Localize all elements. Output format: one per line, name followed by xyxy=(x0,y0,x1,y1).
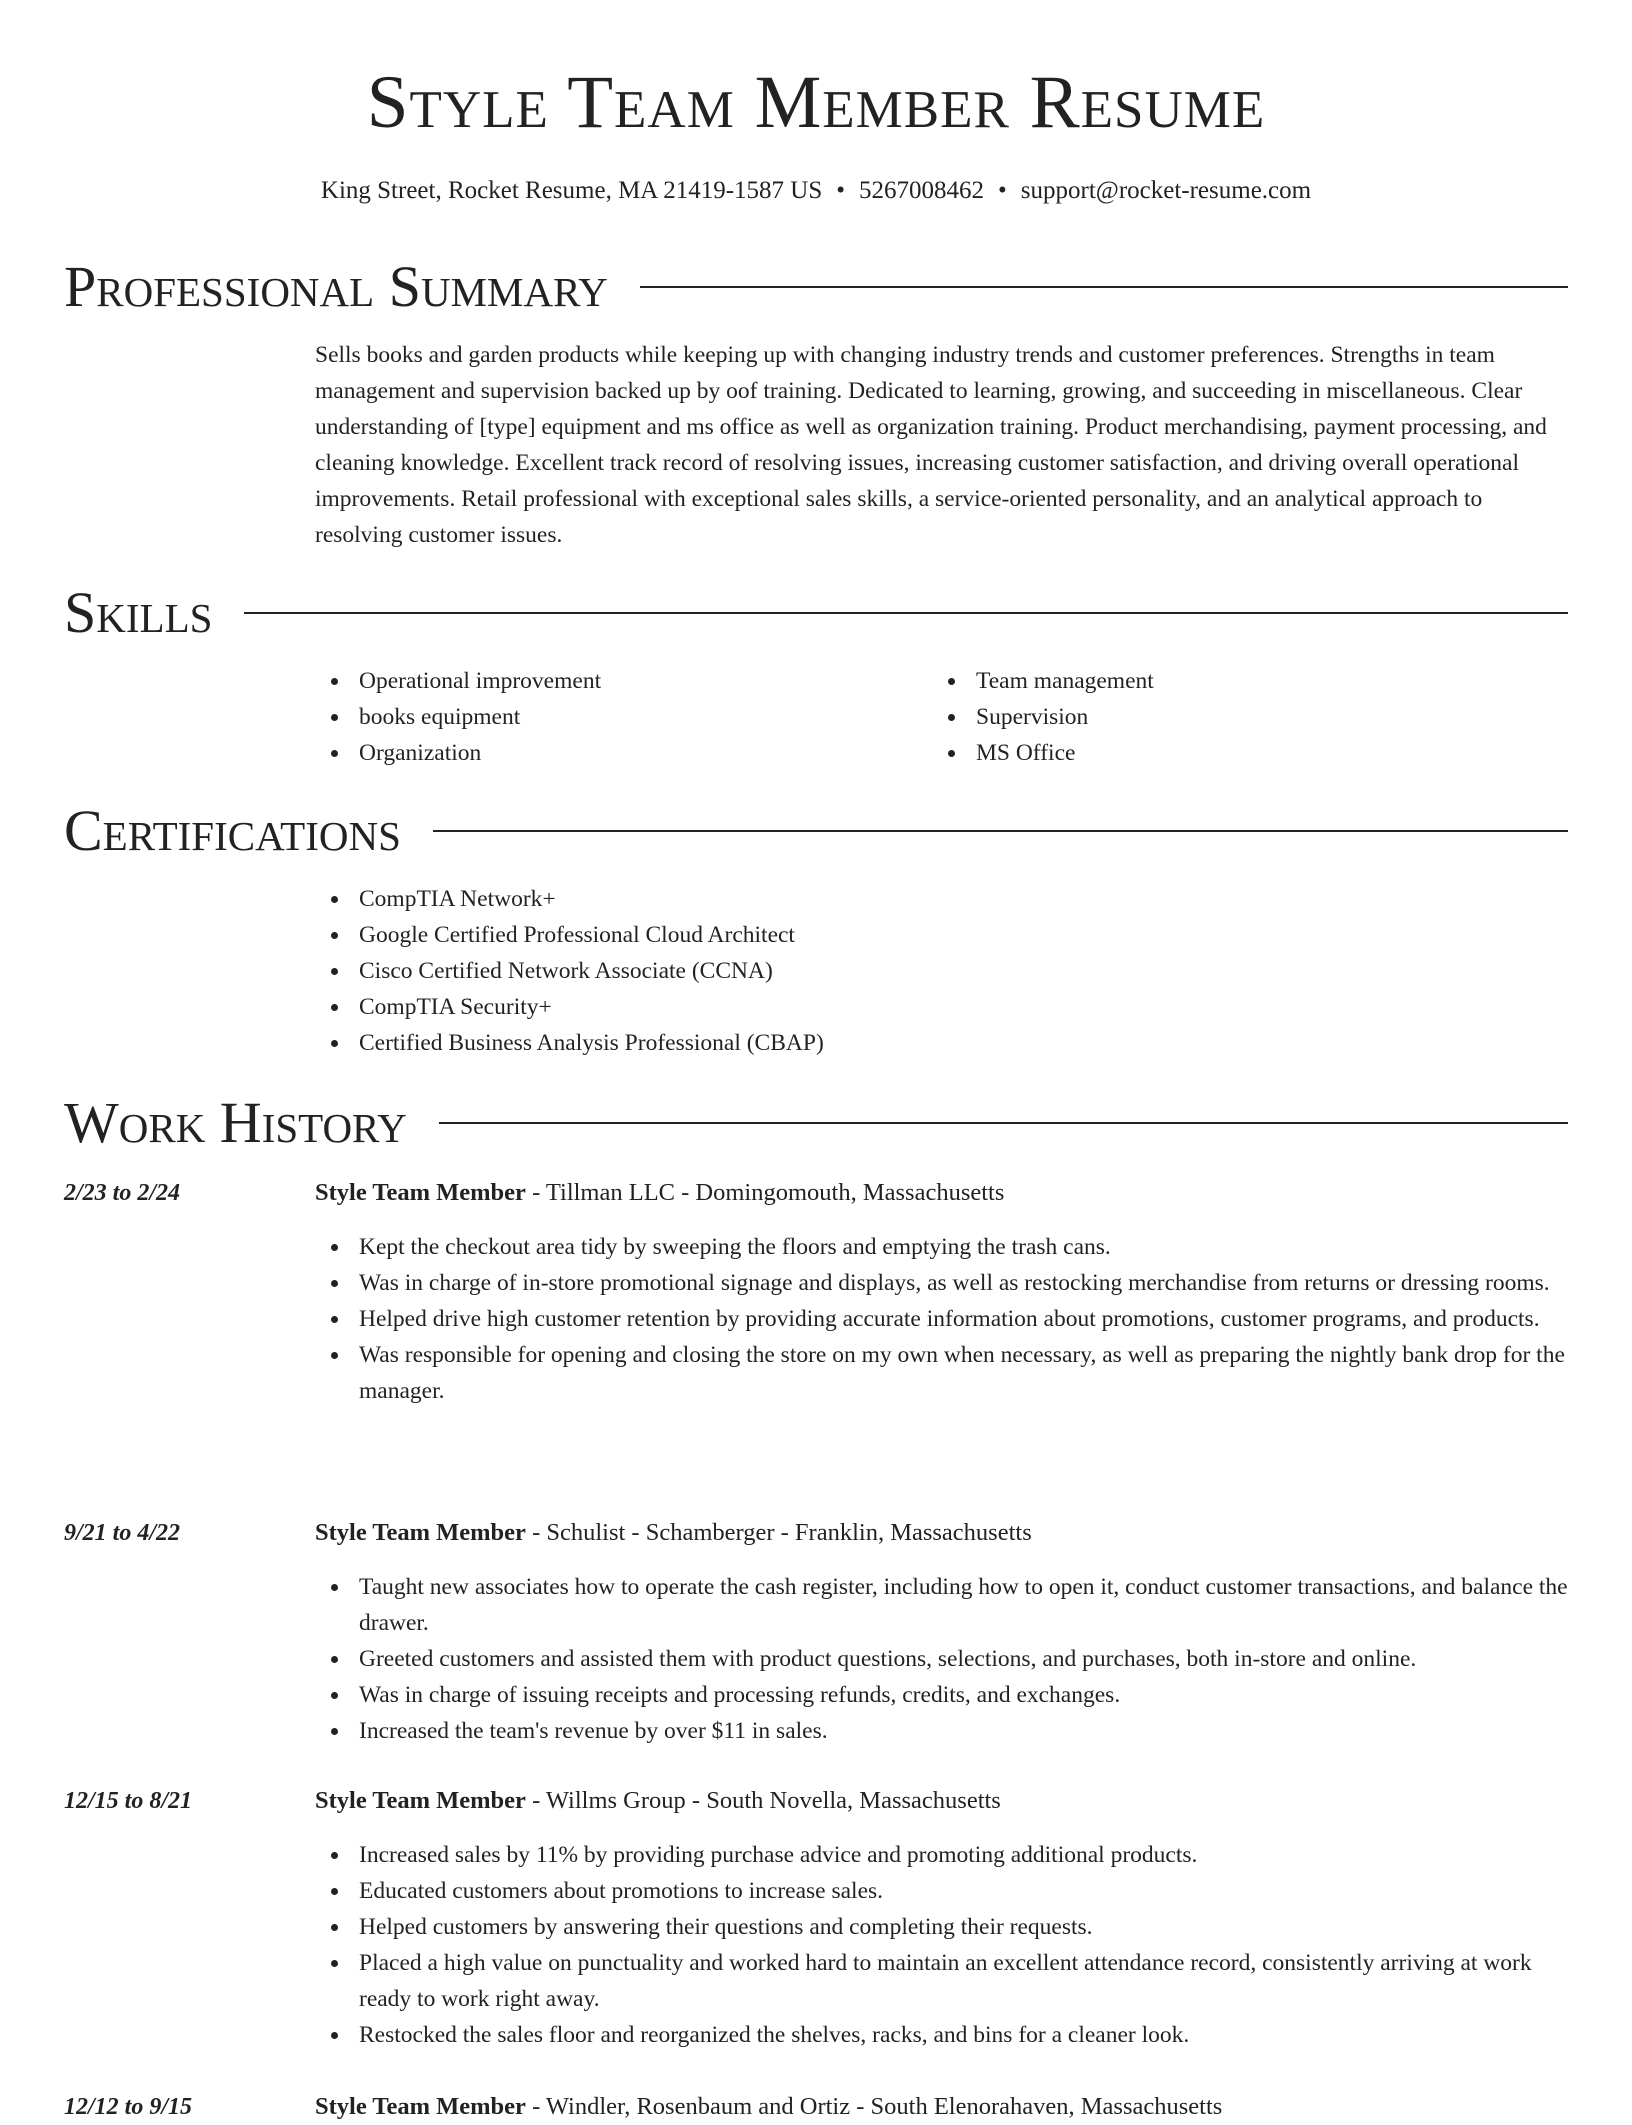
job-title: Style Team Member xyxy=(315,1519,526,1546)
job-dates: 2/23 to 2/24 xyxy=(64,1180,181,1206)
job-bullet-list xyxy=(315,1837,1570,2053)
job-employer-location: - Schulist - Schamberger - Franklin, Massachusetts xyxy=(525,1519,1032,1546)
summary-text: Sells books and garden products while keeping up with changing industry trends and customer preferences. Strengths in team management and supervision backed up by oof training. Dedicated to learning, growing, and succeeding in miscellaneous. Clear understanding of [type] equipment and ms office as well as organization training. Product merchandising, payment processing, and cleaning knowledge. Excellent track record of resolving issues, increasing customer satisfaction, and driving overall operational improvements. Retail professional with exceptional sales skills, a service-oriented personality, and an analytical approach to resolving customer issues. xyxy=(315,342,1547,548)
resume-title: Style Team Member Resume xyxy=(366,61,1266,144)
contact-separator: • xyxy=(998,177,1007,204)
certifications-section-header xyxy=(64,798,1568,864)
job-employer-location: - Windler, Rosenbaum and Ortiz - South Elenorahaven, Massachusetts xyxy=(525,2093,1223,2120)
summary-heading: Professional Summary xyxy=(64,254,608,319)
job-employer-location: - Willms Group - South Novella, Massachusetts xyxy=(525,1787,1001,1814)
job-bullet: Taught new associates how to operate the cash register, including how to open it, conduct customer transactions, and balance the drawer. xyxy=(315,1569,1570,1641)
section-divider xyxy=(244,612,1568,614)
contact-address: King Street, Rocket Resume, MA 21419-1587 US xyxy=(320,177,823,204)
job-bullet: Was in charge of issuing receipts and processing refunds, credits, and exchanges. xyxy=(315,1677,1570,1713)
work-history-heading: Work History xyxy=(64,1090,407,1155)
contact-email: support@rocket-resume.com xyxy=(1020,177,1312,204)
job-bullet: Educated customers about promotions to increase sales. xyxy=(315,1873,1570,1909)
job-bullet: Greeted customers and assisted them with product questions, selections, and purchases, both in-store and online. xyxy=(315,1641,1570,1677)
skill-item: MS Office xyxy=(932,735,1532,771)
job-heading xyxy=(315,1515,1570,1551)
contact-phone: 5267008462 xyxy=(859,177,985,204)
skill-item: Supervision xyxy=(932,699,1532,735)
summary-section-header xyxy=(64,254,1568,320)
contact-separator: • xyxy=(836,177,846,204)
job-title: Style Team Member xyxy=(315,1179,526,1206)
job-bullet: Increased sales by 11% by providing purchase advice and promoting additional products. xyxy=(315,1837,1570,1873)
contact-line xyxy=(0,173,1632,209)
section-divider xyxy=(439,1122,1568,1124)
skill-item: Organization xyxy=(315,735,915,771)
job-bullet: Kept the checkout area tidy by sweeping the floors and emptying the trash cans. xyxy=(315,1229,1570,1265)
job-dates: 9/21 to 4/22 xyxy=(64,1520,181,1546)
job-heading xyxy=(315,1783,1570,1819)
job-bullet: Helped drive high customer retention by providing accurate information about promotions, customer programs, and products. xyxy=(315,1301,1570,1337)
job-heading xyxy=(315,1175,1570,1211)
job-bullet-list xyxy=(315,1229,1570,1409)
job-bullet: Helped customers by answering their questions and completing their requests. xyxy=(315,1909,1570,1945)
skills-list-column-1 xyxy=(315,663,915,771)
skills-list-column-2 xyxy=(932,663,1532,771)
certification-item: Google Certified Professional Cloud Architect xyxy=(315,917,1570,953)
job-bullet: Restocked the sales floor and reorganized the shelves, racks, and bins for a cleaner look. xyxy=(315,2017,1570,2053)
job-bullet: Was in charge of in-store promotional signage and displays, as well as restocking merchandise from returns or dressing rooms. xyxy=(315,1265,1570,1301)
section-divider xyxy=(433,830,1568,832)
certification-item: CompTIA Security+ xyxy=(315,989,1570,1025)
job-heading xyxy=(315,2089,1570,2125)
certifications-list xyxy=(315,881,1570,1061)
certification-item: Cisco Certified Network Associate (CCNA) xyxy=(315,953,1570,989)
job-bullet: Increased the team's revenue by over $11 in sales. xyxy=(315,1713,1570,1749)
job-bullet-list xyxy=(315,1569,1570,1749)
skills-heading: Skills xyxy=(64,580,213,645)
certification-item: CompTIA Network+ xyxy=(315,881,1570,917)
job-title: Style Team Member xyxy=(315,1787,526,1814)
skill-item: books equipment xyxy=(315,699,915,735)
job-title: Style Team Member xyxy=(315,2093,526,2120)
job-dates: 12/12 to 9/15 xyxy=(64,2094,193,2120)
job-employer-location: - Tillman LLC - Domingomouth, Massachusetts xyxy=(525,1179,1005,1206)
job-dates: 12/15 to 8/21 xyxy=(64,1788,193,1814)
job-bullet: Placed a high value on punctuality and worked hard to maintain an excellent attendance record, consistently arriving at work ready to work right away. xyxy=(315,1945,1570,2017)
certification-item: Certified Business Analysis Professional (CBAP) xyxy=(315,1025,1570,1061)
work-history-section-header xyxy=(64,1090,1568,1156)
job-bullet: Was responsible for opening and closing the store on my own when necessary, as well as preparing the nightly bank drop for the manager. xyxy=(315,1337,1570,1409)
certifications-heading: Certifications xyxy=(64,798,401,863)
skill-item: Operational improvement xyxy=(315,663,915,699)
skills-section-header xyxy=(64,580,1568,646)
section-divider xyxy=(640,286,1568,288)
skill-item: Team management xyxy=(932,663,1532,699)
